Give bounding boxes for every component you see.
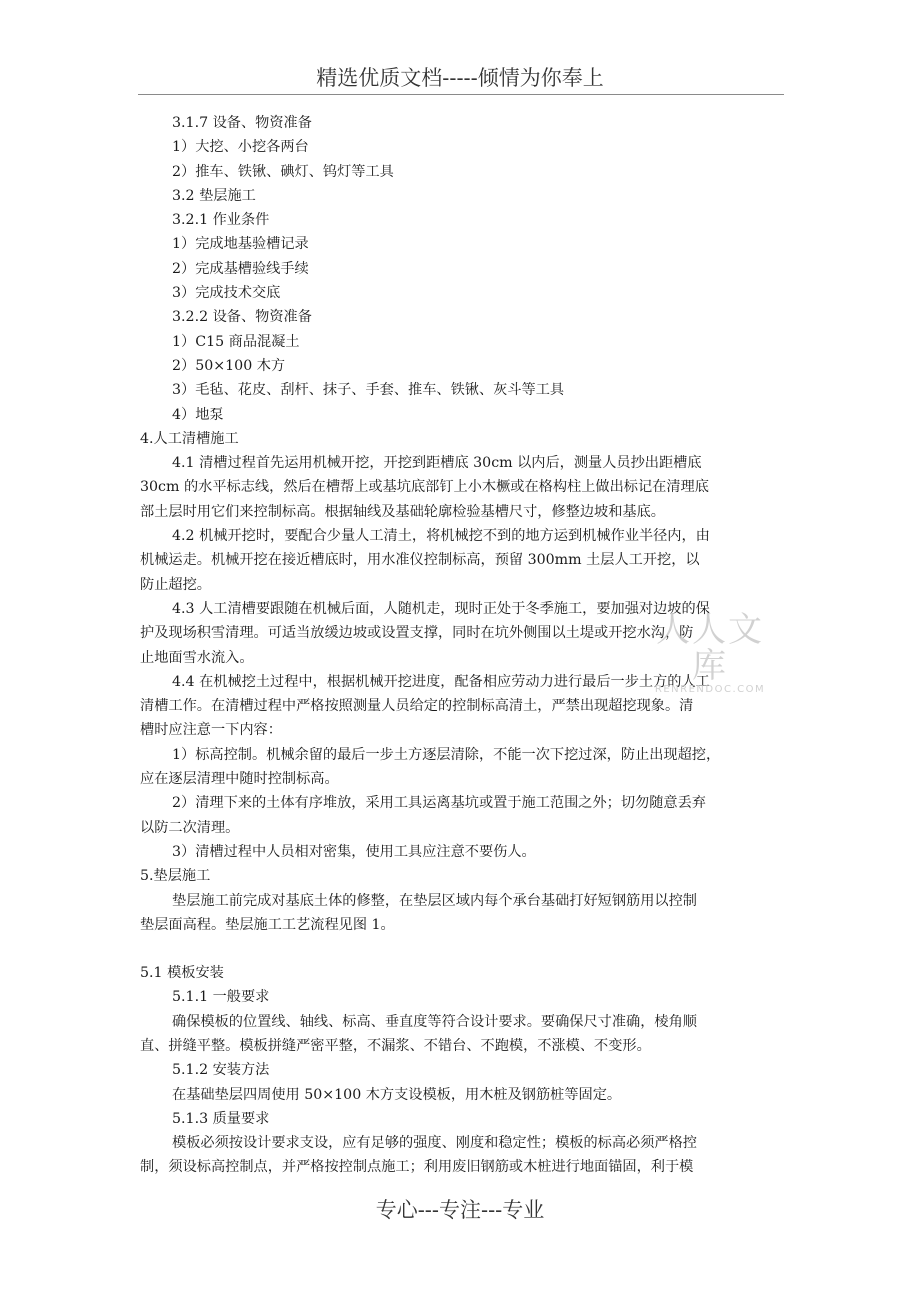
- section-heading: 5.1.3 质量要求: [172, 1110, 270, 1127]
- paragraph-line: 清槽工作。在清槽过程中严格按照测量人员给定的控制标高清土，严禁出现超挖现象。清: [140, 698, 694, 715]
- watermark-logo: 人人文库: [656, 610, 764, 686]
- paragraph-line: 部土层时用它们来控制标高。根据轴线及基础轮廓检验基槽尺寸，修整边坡和基底。: [140, 503, 665, 520]
- section-heading: 3.2.2 设备、物资准备: [172, 309, 312, 326]
- page-header: 精选优质文档-----倾情为你奉上: [316, 66, 604, 90]
- list-item: 2）推车、铁锹、碘灯、钨灯等工具: [172, 163, 394, 180]
- paragraph-line: 垫层施工前完成对基底土体的修整，在垫层区域内每个承台基础打好短钢筋用以控制: [172, 892, 697, 909]
- paragraph-line: 应在逐层清理中随时控制标高。: [140, 771, 339, 788]
- paragraph-line: 护及现场积雪清理。可适当放缓边坡或设置支撑，同时在坑外侧围以土堤或开挖水沟，防: [140, 625, 694, 642]
- paragraph-line: 4.1 清槽过程首先运用机械开挖，开挖到距槽底 30cm 以内后，测量人员抄出距槽底: [172, 455, 702, 472]
- blank-line: [140, 937, 786, 961]
- watermark: [645, 612, 775, 695]
- list-item: 3）完成技术交底: [172, 285, 281, 302]
- paragraph-line: 直、拼缝平整。模板拼缝严密平整，不漏浆、不错台、不跑模，不涨模、不变形。: [140, 1037, 651, 1054]
- header-divider: [138, 94, 784, 95]
- chapter-heading: 5.垫层施工: [140, 868, 211, 885]
- section-heading: 3.2 垫层施工: [172, 187, 256, 204]
- chapter-heading: 4.人工清槽施工: [140, 430, 239, 447]
- paragraph-line: 以防二次清理。: [140, 819, 240, 836]
- paragraph-line: 4.3 人工清槽要跟随在机械后面，人随机走，现时正处于冬季施工，要加强对边坡的保: [172, 600, 710, 617]
- paragraph-line: 止地面雪水流入。: [140, 649, 254, 666]
- paragraph-line: 30cm 的水平标志线，然后在槽帮上或基坑底部钉上小木橛或在格构柱上做出标记在清理底: [140, 479, 709, 496]
- paragraph-line: 4.4 在机械挖土过程中，根据机械开挖进度，配备相应劳动力进行最后一步土方的人工: [172, 673, 710, 690]
- paragraph-line: 2）清理下来的土体有序堆放，采用工具运离基坑或置于施工范围之外；切勿随意丢弃: [172, 795, 706, 812]
- section-heading: 3.1.7 设备、物资准备: [172, 115, 312, 131]
- watermark-text: RENRENDOC.COM: [654, 684, 766, 695]
- section-heading: 3.2.1 作业条件: [172, 212, 270, 229]
- list-item: 2）完成基槽验线手续: [172, 260, 309, 277]
- list-item: 2）50×100 木方: [172, 357, 286, 374]
- paragraph-line: 4.2 机械开挖时，要配合少量人工清土，将机械挖不到的地方运到机械作业半径内，由: [172, 528, 710, 545]
- paragraph-line: 机械运走。机械开挖在接近槽底时，用水准仪控制标高，预留 300mm 土层人工开挖，以: [140, 552, 700, 569]
- paragraph-line: 模板必须按设计要求支设，应有足够的强度、刚度和稳定性；模板的标高必须严格控: [172, 1135, 697, 1152]
- list-item: 1）大挖、小挖各两台: [172, 139, 309, 156]
- paragraph-line: 防止超挖。: [140, 576, 211, 593]
- paragraph-line: 3）清槽过程中人员相对密集，使用工具应注意不要伤人。: [172, 843, 536, 860]
- section-heading: 5.1 模板安装: [140, 965, 224, 982]
- section-heading: 5.1.2 安装方法: [172, 1062, 270, 1079]
- section-heading: 5.1.1 一般要求: [172, 989, 270, 1006]
- paragraph-line: 制，须设标高控制点，并严格按控制点施工；利用废旧钢筋或木桩进行地面锚固，利于模: [140, 1159, 694, 1176]
- paragraph-line: 确保模板的位置线、轴线、标高、垂直度等符合设计要求。要确保尺寸准确，棱角顺: [172, 1013, 697, 1030]
- list-item: 3）毛毡、花皮、刮杆、抹子、手套、推车、铁锹、灰斗等工具: [172, 382, 565, 399]
- list-item: 1）C15 商品混凝土: [172, 333, 300, 350]
- list-item: 1）完成地基验槽记录: [172, 236, 309, 253]
- paragraph-line: 1）标高控制。机械余留的最后一步土方逐层清除，不能一次下挖过深，防止出现超挖，: [172, 746, 721, 763]
- list-item: 4）地泵: [172, 406, 224, 423]
- paragraph-line: 垫层面高程。垫层施工工艺流程见图 1。: [140, 916, 395, 933]
- paragraph-line: 在基础垫层四周使用 50×100 木方支设模板，用木桩及钢筋桩等固定。: [172, 1086, 622, 1103]
- page-footer: 专心---专注---专业: [375, 1198, 545, 1222]
- paragraph-line: 槽时应注意一下内容：: [140, 722, 282, 739]
